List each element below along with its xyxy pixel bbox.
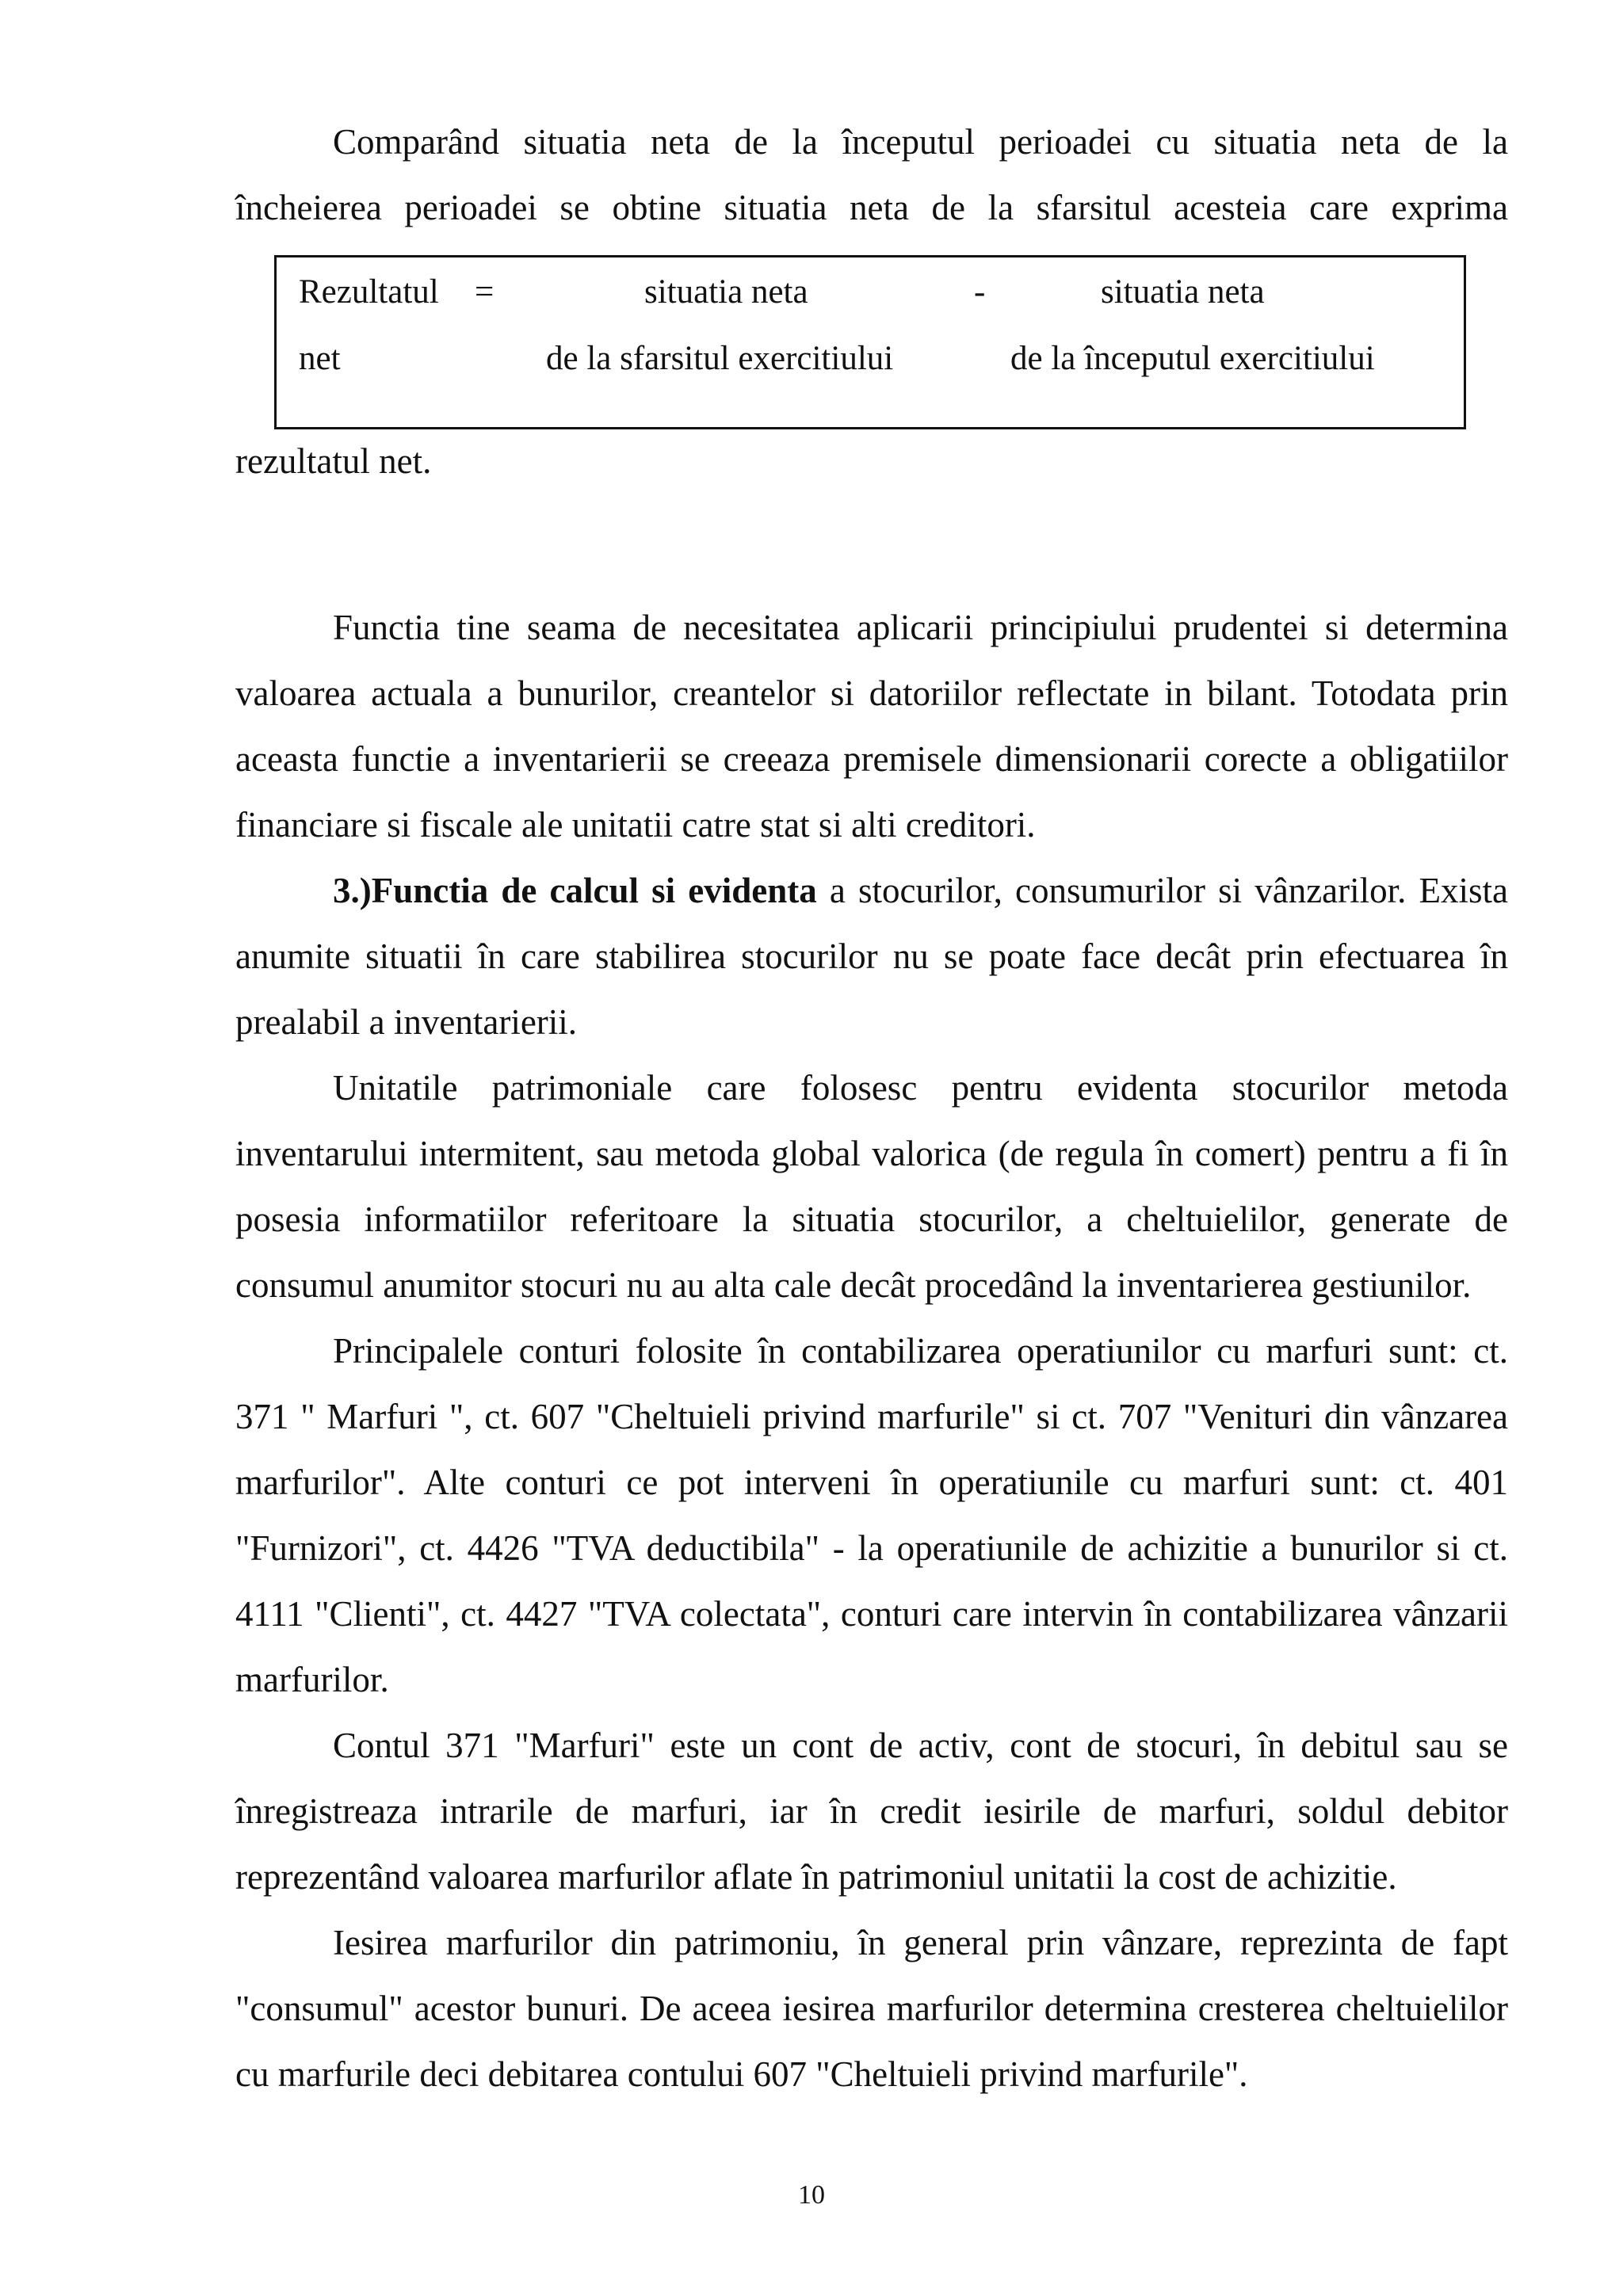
section-heading: 3.)Functia de calcul si evidenta	[333, 871, 817, 910]
after-box-line: rezultatul net.	[235, 441, 432, 481]
paragraph-1: Functia tine seama de necesitatea aplicarii principiului prudentei si determina valoarea actuala a bunurilor, creantelor si datoriilor reflectate in bilant. Totodata prin aceasta functie a inventarierii se creeaza premisele dimensionarii corecte a obligatiilor financiare si fiscale ale unitatii catre stat si alti creditori.	[235, 608, 1508, 845]
formula-term1-line-1: situatia neta	[644, 273, 808, 311]
after-box-text	[235, 429, 1508, 494]
formula-term2-line-1: situatia neta	[1101, 273, 1265, 311]
formula-term1-line-2: de la sfarsitul exercitiului	[546, 340, 894, 377]
paragraph-2-text: a stocurilor, consumurilor si vânzarilor. Exista anumite situatii în care stabilirea stocurilor nu se poate face decât prin efectuarea în prealabil a inventarierii.	[235, 871, 1508, 1042]
formula-label-line-2: net	[299, 340, 341, 377]
intro-text	[235, 109, 1508, 241]
intro-line-1: Comparând situatia neta de la începutul perioadei cu situatia neta de la	[333, 122, 1508, 162]
paragraph-3: Unitatile patrimoniale care folosesc pentru evidenta stocurilor metoda inventarului intermitent, sau metoda global valorica (de regula în comert) pentru a fi în posesia informatiilor referitoare la situatia stocurilor, a cheltuielilor, generate de consumul anumitor stocuri nu au alta cale decât procedând la inventarierea gestiunilor.	[235, 1068, 1508, 1305]
paragraph-4: Principalele conturi folosite în contabilizarea operatiunilor cu marfuri sunt: ct. 371 " Marfuri ", ct. 607 "Cheltuieli privind marfurile" si ct. 707 "Venituri din vânzarea marfurilor". Alte conturi ce pot interveni în operatiunile cu marfuri sunt: ct. 401 "Furnizori", ct. 4426 "TVA deductibila" - la operatiunile de achizitie a bunurilor si ct. 4111 "Clienti", ct. 4427 "TVA colectata", conturi care intervin în contabilizarea vânzarii marfurilor.	[235, 1331, 1508, 1699]
paragraph-6: Iesirea marfurilor din patrimoniu, în general prin vânzare, reprezinta de fapt "consumul" acestor bunuri. De aceea iesirea marfurilor determina cresterea cheltuielilor cu marfurile deci debitarea contului 607 "Cheltuieli privind marfurile".	[235, 1923, 1508, 2094]
formula-minus-sign: -	[974, 273, 986, 311]
body-text	[235, 595, 1508, 2107]
page-number: 10	[798, 2180, 825, 2210]
intro-line-2: încheierea perioadei se obtine situatia neta de la sfarsitul acesteia care exprima	[235, 188, 1508, 227]
paragraph-5: Contul 371 "Marfuri" este un cont de activ, cont de stocuri, în debitul sau se înregistreaza intrarile de marfuri, iar în credit iesirile de marfuri, soldul debitor reprezentând valoarea marfurilor aflate în patrimoniul unitatii la cost de achizitie.	[235, 1726, 1508, 1897]
formula-term2-line-2: de la începutul exercitiului	[1010, 340, 1375, 377]
paragraph-2	[235, 858, 1508, 1055]
formula-equals-sign: =	[475, 273, 495, 311]
formula-label-line-1: Rezultatul	[299, 273, 439, 311]
formula-box	[274, 255, 1466, 429]
